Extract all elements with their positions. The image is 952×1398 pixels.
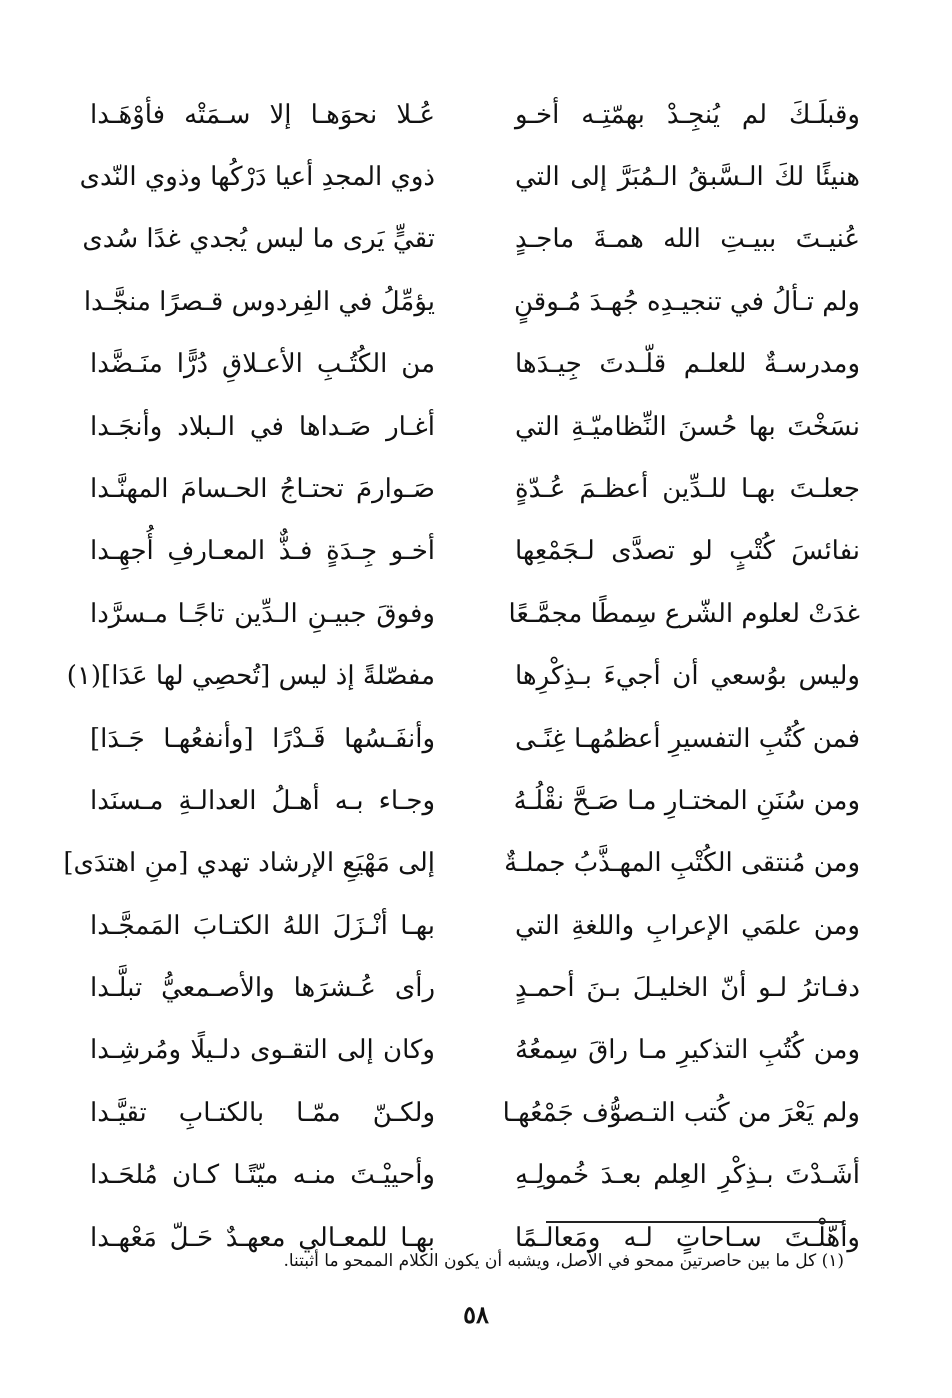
second-hemistich: وأحييْـتَ منـه ميّتًـا كـان مُلحَـدا (90, 1160, 435, 1191)
verse-line (79, 146, 860, 208)
second-hemistich: وجـاء بـه أهـلُ العدالـةِ مـسنَدا (90, 785, 435, 816)
second-hemistich: ولكـنّ ممّـا بالكتـابِ تقيَّـدا (90, 1097, 435, 1128)
first-hemistich: جعلـتَ بهـا للـدِّين أعظـمَ عُـدّةٍ (515, 473, 860, 504)
verse-line (90, 1020, 860, 1082)
second-hemistich: صَـوارمَ تحتـاجُ الحـسامَ المهنَّـدا (90, 473, 435, 504)
first-hemistich: وقبلَـكَ لم يُنجِـدْ بهمّتِـه أخـو (515, 99, 860, 130)
first-hemistich: ومن كُتُبِ التذكيرِ مـا راقَ سِمعُهُ (515, 1035, 860, 1066)
first-hemistich: فمن كُتُبِ التفسيرِ أعظمُهـا غِنًـى (515, 723, 860, 754)
first-hemistich: عُنيـتَ ببيـتِ الله همـةَ ماجـدٍ (515, 224, 860, 255)
first-hemistich: وليس بوُسعي أن أجيءَ بـذِكْرِها (515, 661, 860, 692)
second-hemistich: يؤمِّلُ في الفِردوس قـصرًا منجَّـدا (83, 286, 435, 317)
second-hemistich: أخـو جِـدَةٍ فـذٌّ المعـارفِ أُجهِـدا (90, 536, 435, 567)
verse-line (63, 833, 860, 895)
first-hemistich: وأهّلْـتَ سـاحاتٍ لـه ومَعالـمًا (515, 1222, 860, 1253)
second-hemistich: بهـا للمعـالي معهـدٌ حَـلّ مَعْهـدا (90, 1222, 435, 1253)
verse-line (90, 957, 860, 1019)
first-hemistich: نسَخْتَ بها حُسنَ النِّظاميّـةِ التي (515, 411, 860, 442)
second-hemistich: إلى مَهْيَعِ الإرشاد تهدي [منِ اهتدَى] (63, 848, 435, 879)
verse-line (90, 1145, 860, 1207)
second-hemistich: عُـلا نحوَهـا إلا سـمَتْه فأوْهَـدا (90, 99, 435, 130)
verse-line (90, 396, 860, 458)
verse-line (90, 583, 860, 645)
verse-line (90, 521, 860, 583)
verse-line (66, 646, 860, 708)
first-hemistich: أشَـدْتَ بـذِكْرِ العِلم بعـدَ خُمولِـهِ (515, 1160, 860, 1191)
second-hemistich: وكان إلى التقـوى دلـيلًا ومُرشِـدا (90, 1035, 435, 1066)
verse-line (90, 334, 860, 396)
first-hemistich: هنيئًا لكَ الـسَّبقُ الـمُبَرَّ إلى التي (515, 161, 860, 192)
second-hemistich: ذوي المجدِ أعيا دَرْكُها وذوي النّدى (79, 161, 435, 192)
second-hemistich: وفوقَ جبيـنِ الـدِّين تاجًـا مـسرَّدا (90, 598, 435, 629)
verse-line (90, 895, 860, 957)
first-hemistich: ولم تـألُ في تنجيـدِه جُهـدَ مُـوقنٍ (514, 286, 860, 317)
verse-line (83, 271, 860, 333)
first-hemistich: دفـاترُ لـو أنّ الخليـلَ بـنَ أحمـدٍ (515, 973, 860, 1004)
verse-line (90, 84, 860, 146)
first-hemistich: ومن علمَي الإعرابِ واللغةِ التي (515, 910, 860, 941)
footnote: (١) كل ما بين حاصرتين ممحو في الأصل، ويشبه أن يكون الكلام الممحو ما أثبتنا. (283, 1251, 844, 1271)
second-hemistich: وأنفَـسُها قَـدْرًا [وأنفعُهـا جَـدَا] (90, 723, 435, 754)
verse-line (90, 458, 860, 520)
second-hemistich: أغـار صَـداها في الـبلاد وأنجَـدا (90, 411, 435, 442)
verse-line (90, 1082, 860, 1144)
verse-line (90, 708, 860, 770)
second-hemistich: بهـا أنْـزَلَ اللهُ الكتـابَ المَمجَّـدا (90, 910, 435, 941)
footnote-separator (546, 1221, 844, 1223)
first-hemistich: نفائسَ كُتْبٍ لو تصدَّى لـجَمْعِها (515, 536, 860, 567)
first-hemistich: ومدرسـةٌ للعلـم قلّـدتَ جِيـدَها (515, 349, 860, 380)
first-hemistich: غدَتْ لعلوم الشّرع سِمطًا مجمَّـعًا (508, 598, 860, 629)
page-number: ٥٨ (463, 1300, 489, 1329)
verse-line (90, 770, 860, 832)
second-hemistich: من الكُتُـبِ الأعـلاقِ دُرًّا منَـضَّدا (90, 349, 435, 380)
first-hemistich: ولم يَعْرَ من كُتب التـصوُّف جَمْعُهـا (502, 1097, 860, 1128)
first-hemistich: ومن مُنتقى الكُتْبِ المهـذَّبُ جملـةٌ (504, 848, 860, 879)
second-hemistich: رأى عُـشرَها والأصـمعيُّ تبلَّـدا (90, 973, 435, 1004)
first-hemistich: ومن سُنَنِ المختـارِ مـا صَـحَّ نقْلُـهُ (513, 785, 860, 816)
poem (63, 84, 860, 1269)
verse-line (82, 209, 860, 271)
second-hemistich: تقيٍّ يَرى ما ليس يُجدي غدًا سُدى (82, 224, 435, 255)
second-hemistich: مفصّلةً إذ ليس [تُحصِي لها عَدَا](١) (66, 661, 435, 692)
